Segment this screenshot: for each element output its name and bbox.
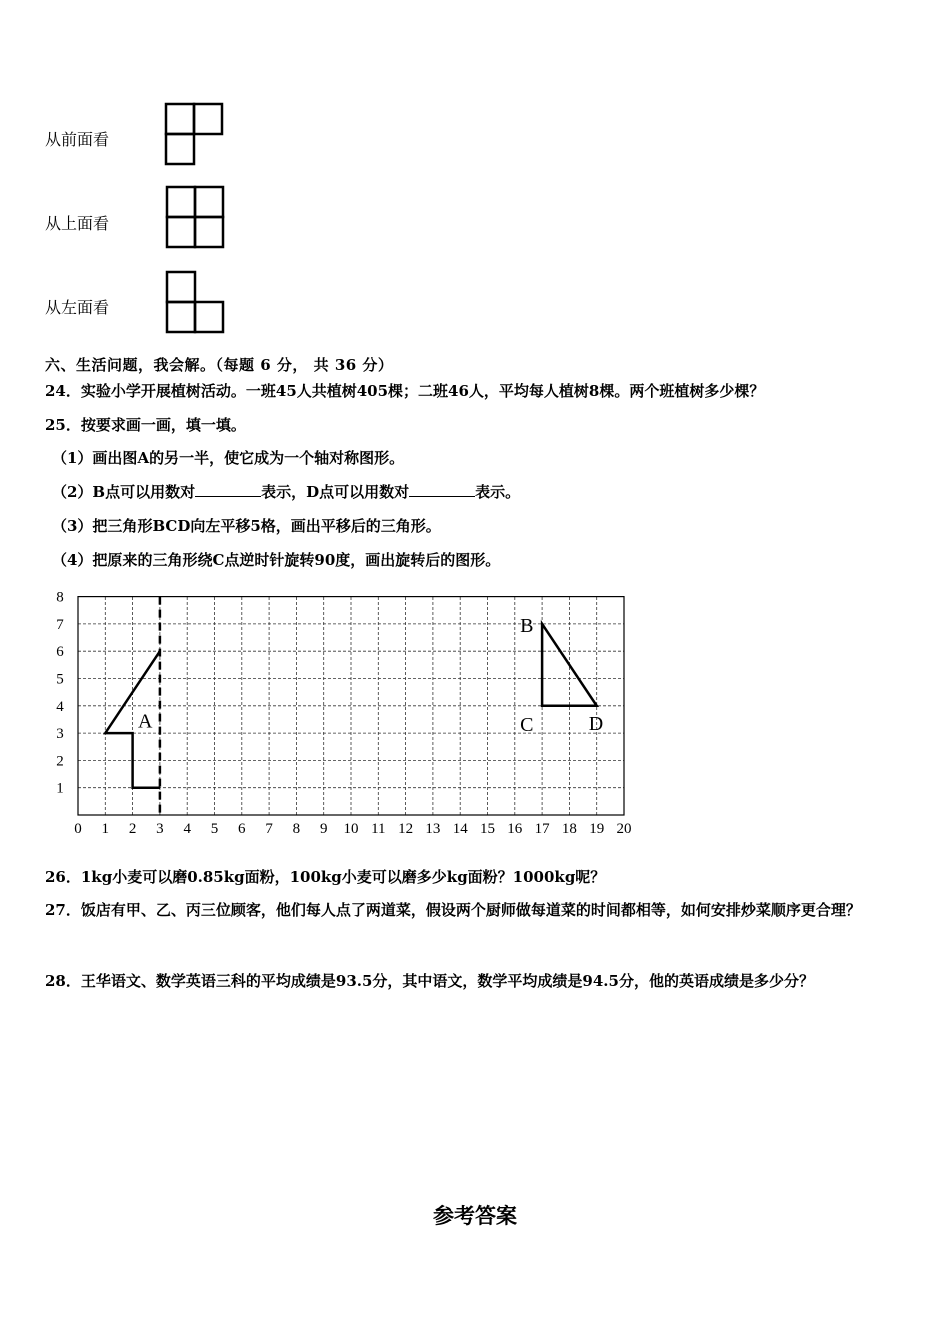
point-d-label: D — [588, 712, 604, 735]
x-tick-label: 1 — [101, 821, 110, 835]
question-25-part-3: （3）把三角形BCD向左平移5格，画出平移后的三角形。 — [52, 517, 441, 535]
x-tick-label: 4 — [183, 821, 191, 835]
x-tick-label: 10 — [343, 821, 359, 835]
answer-title: 参考答案 — [433, 1204, 517, 1228]
question-25-part-4: （4）把原来的三角形绕C点逆时针旋转90度，画出旋转后的图形。 — [52, 551, 501, 569]
x-tick-label: 0 — [74, 821, 82, 835]
x-tick-label: 12 — [398, 821, 414, 835]
question-25-title: 25．按要求画一画，填一填。 — [45, 416, 246, 434]
x-tick-labels — [74, 821, 631, 835]
point-c-label: C — [520, 713, 534, 736]
y-tick-label: 7 — [56, 616, 64, 633]
x-tick-label: 2 — [128, 821, 137, 835]
x-tick-label: 8 — [292, 821, 301, 835]
front-view-figure — [160, 100, 230, 170]
figure-a-label: A — [138, 710, 153, 733]
part-2-text-a: （2）B点可以用数对 — [52, 483, 196, 501]
part-2-text-b: 表示，D点可以用数对 — [261, 483, 410, 501]
top-view-figure — [160, 183, 232, 253]
y-tick-label: 5 — [56, 671, 64, 688]
x-tick-label: 20 — [616, 821, 632, 835]
question-26: 26．1kg小麦可以磨0.85kg面粉，100kg小麦可以磨多少kg面粉？1000kg呢？ — [45, 868, 606, 886]
answer-blank-b[interactable] — [195, 482, 261, 497]
left-view-figure — [160, 268, 232, 338]
x-tick-label: 7 — [265, 821, 273, 835]
x-tick-label: 6 — [238, 821, 246, 835]
x-tick-label: 5 — [210, 821, 219, 835]
x-tick-label: 15 — [480, 821, 495, 835]
y-tick-label: 8 — [56, 589, 64, 606]
question-24: 24．实验小学开展植树活动。一班45人共植树405棵；二班46人，平均每人植树8棵。两个班植树多少棵？ — [45, 382, 765, 400]
y-tick-labels — [56, 590, 64, 797]
x-tick-label: 18 — [561, 821, 577, 835]
answer-blank-d[interactable] — [409, 482, 475, 497]
x-tick-label: 9 — [319, 821, 328, 835]
front-view-cell — [166, 104, 194, 134]
question-28: 28．王华语文、数学英语三科的平均成绩是93.5分，其中语文，数学平均成绩是94.5分，他的英语成绩是多少分？ — [45, 972, 814, 990]
question-25-part-2 — [52, 481, 520, 502]
view-label-front: 从前面看 — [45, 130, 110, 149]
view-label-top: 从上面看 — [45, 214, 110, 233]
x-tick-label: 3 — [156, 821, 164, 835]
part-2-text-c: 表示。 — [475, 483, 521, 501]
coordinate-grid — [45, 583, 645, 835]
x-tick-label: 16 — [507, 821, 523, 835]
section-title: 六、生活问题，我会解。（每题 6 分， 共 36 分） — [45, 356, 394, 374]
front-view-cell — [194, 104, 222, 134]
x-tick-label: 14 — [452, 821, 468, 835]
front-view-cell — [166, 134, 194, 164]
x-tick-label: 11 — [371, 821, 386, 835]
point-b-label: B — [520, 614, 534, 637]
y-tick-label: 4 — [56, 698, 64, 715]
y-tick-label: 3 — [56, 726, 64, 743]
y-tick-label: 2 — [56, 753, 64, 770]
x-tick-label: 17 — [534, 821, 550, 835]
x-tick-label: 19 — [589, 821, 605, 835]
question-25-part-1: （1）画出图A的另一半，使它成为一个轴对称图形。 — [52, 449, 405, 467]
y-tick-label: 1 — [56, 780, 64, 797]
view-label-left: 从左面看 — [45, 298, 110, 317]
question-27: 27．饭店有甲、乙、丙三位顾客，他们每人点了两道菜，假设两个厨师做每道菜的时间都相等，如何安排炒菜顺序更合理？ — [45, 901, 861, 919]
x-tick-label: 13 — [425, 821, 441, 835]
y-tick-label: 6 — [56, 644, 64, 661]
